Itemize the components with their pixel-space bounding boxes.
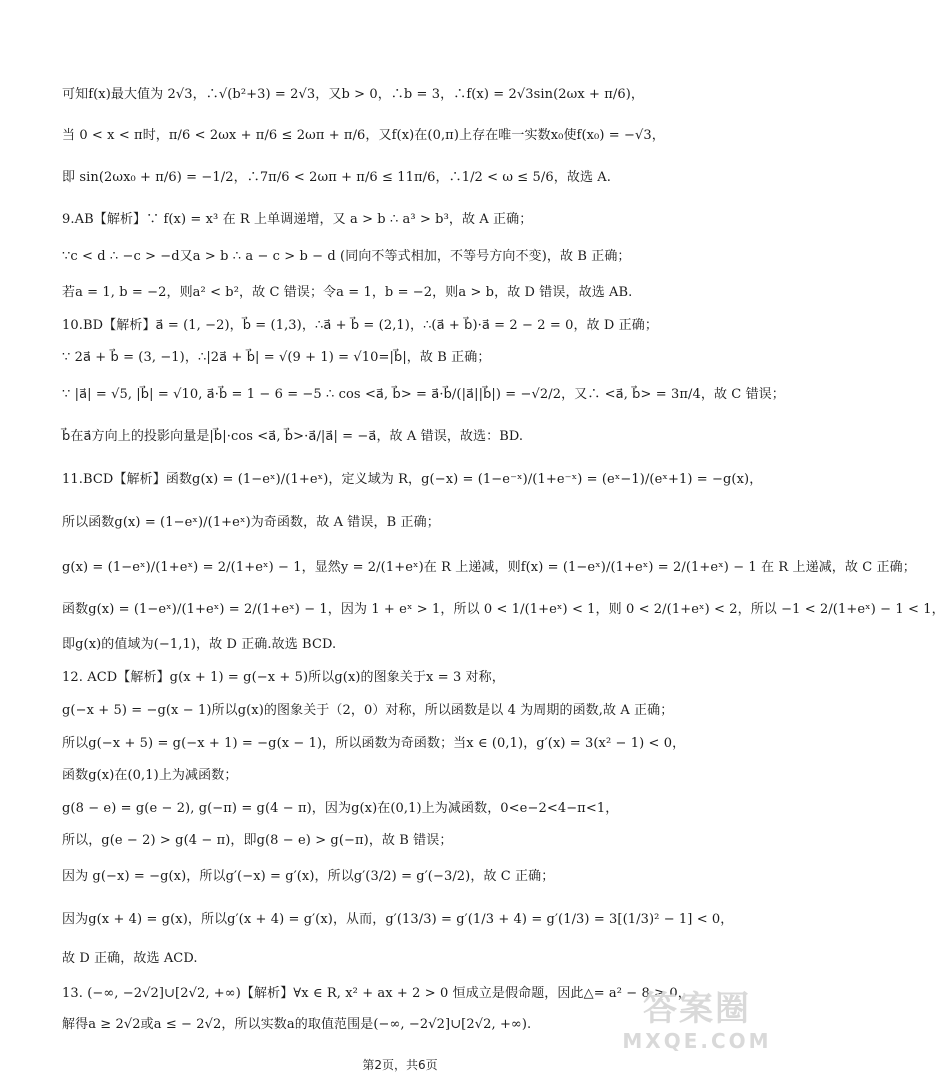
text-line: 即g(x)的值域为(−1,1)，故 D 正确.故选 BCD. [62,637,337,652]
page-number-footer: 第2页，共6页 [362,1058,438,1072]
text-line: 13. (−∞, −2√2]∪[2√2, +∞)【解析】∀x ∈ R, x² + ax + 2 > 0 恒成立是假命题，因此△= a² − 8 ≥ 0， [62,986,691,1001]
text-line: g(x) = (1−eˣ)/(1+eˣ) = 2/(1+eˣ) − 1，显然y = 2/(1+eˣ)在 R 上递减，则f(x) = (1−eˣ)/(1+eˣ) = 2/(1+eˣ) − 1 在 R 上递减，故 C 正确； [62,560,916,575]
text-line: 即 sin(2ωx₀ + π/6) = −1/2，∴7π/6 < 2ωπ + π/6 ≤ 11π/6，∴1/2 < ω ≤ 5/6，故选 A. [62,170,612,185]
text-line: ∵ 2a⃗ + b⃗ = (3, −1)，∴|2a⃗ + b⃗| = √(9 + 1) = √10=|b⃗|，故 B 正确； [62,350,491,365]
text-line: 故 D 正确，故选 ACD. [62,951,198,966]
text-line: 11.BCD【解析】函数g(x) = (1−eˣ)/(1+eˣ)，定义域为 R，g(−x) = (1−e⁻ˣ)/(1+e⁻ˣ) = (eˣ−1)/(eˣ+1) = −g(x)， [62,472,763,487]
text-line: 9.AB【解析】∵ f(x) = x³ 在 R 上单调递增，又 a > b ∴ a³ > b³，故 A 正确； [62,212,533,227]
text-line: 所以函数g(x) = (1−eˣ)/(1+eˣ)为奇函数，故 A 错误，B 正确； [62,515,440,530]
text-line: 可知f(x)最大值为 2√3，∴√(b²+3) = 2√3，又b > 0，∴b = 3，∴f(x) = 2√3sin(2ωx + π/6)， [62,87,645,102]
text-line: ∵ |a⃗| = √5, |b⃗| = √10, a⃗·b⃗ = 1 − 6 = −5 ∴ cos <a⃗, b⃗> = a⃗·b⃗/(|a⃗||b⃗|) = −√2/2，又∴ <a⃗, b⃗> = 3π/4，故 C 错误； [62,387,785,402]
text-line: 10.BD【解析】a⃗ = (1, −2)，b⃗ = (1,3)，∴a⃗ + b⃗ = (2,1)，∴(a⃗ + b⃗)·a⃗ = 2 − 2 = 0，故 D 正确； [62,318,658,333]
text-line: 因为g(x + 4) = g(x)，所以g′(x + 4) = g′(x)，从而，g′(13/3) = g′(1/3 + 4) = g′(1/3) = 3[(1/3)² − 1] < 0， [62,912,734,927]
text-line: 所以g(−x + 5) = g(−x + 1) = −g(x − 1)，所以函数为奇函数；当x ∈ (0,1)，g′(x) = 3(x² − 1) < 0， [62,736,686,751]
text-line: b⃗在a⃗方向上的投影向量是|b⃗|·cos <a⃗, b⃗>·a⃗/|a⃗| = −a⃗，故 A 错误，故选：BD. [62,429,524,444]
text-line: 若a = 1, b = −2，则a² < b²，故 C 错误；令a = 1，b = −2，则a > b，故 D 错误，故选 AB. [62,285,633,300]
text-line: 12. ACD【解析】g(x + 1) = g(−x + 5)所以g(x)的图象关于x = 3 对称， [62,670,505,685]
text-line: 因为 g(−x) = −g(x)，所以g′(−x) = g′(x)，所以g′(3/2) = g′(−3/2)，故 C 正确； [62,869,555,884]
text-line: g(8 − e) = g(e − 2), g(−π) = g(4 − π)，因为g(x)在(0,1)上为减函数，0<e−2<4−π<1， [62,801,619,816]
watermark-top-text: 答案圈 [643,989,751,1029]
text-line: 解得a ≥ 2√2或a ≤ − 2√2，所以实数a的取值范围是(−∞, −2√2]∪[2√2, +∞). [62,1017,532,1032]
text-line: g(−x + 5) = −g(x − 1)所以g(x)的图象关于（2，0）对称，所以函数是以 4 为周期的函数,故 A 正确； [62,703,674,718]
text-line: 函数g(x) = (1−eˣ)/(1+eˣ) = 2/(1+eˣ) − 1，因为 1 + eˣ > 1，所以 0 < 1/(1+eˣ) < 1，则 0 < 2/(1+eˣ) < 2，所以 −1 < 2/(1+eˣ) − 1 < 1， [62,602,945,617]
text-line: 当 0 < x < π时，π/6 < 2ωx + π/6 ≤ 2ωπ + π/6，又f(x)在(0,π)上存在唯一实数x₀使f(x₀) = −√3， [62,128,665,143]
watermark-bottom-text: MXQE.COM [622,1029,772,1053]
text-line: 函数g(x)在(0,1)上为减函数； [62,768,238,783]
text-line: ∵c < d ∴ −c > −d又a > b ∴ a − c > b − d (同向不等式相加，不等号方向不变)，故 B 正确； [62,249,631,264]
watermark-logo [622,989,772,1061]
text-line: 所以，g(e − 2) > g(4 − π)，即g(8 − e) > g(−π)，故 B 错误； [62,833,453,848]
